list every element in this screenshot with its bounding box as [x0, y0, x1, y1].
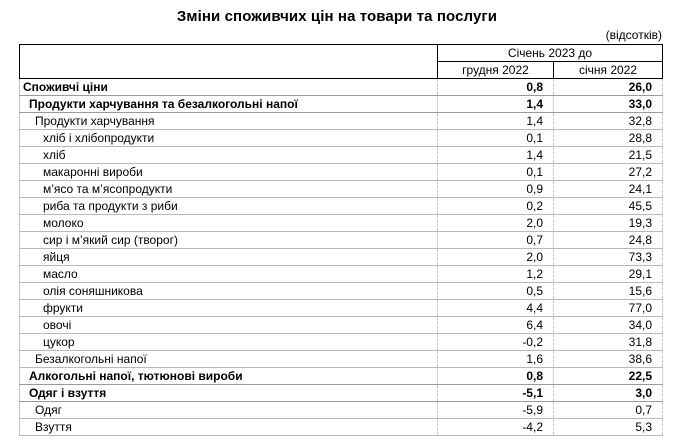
- value-to-jan-2022: 33,0: [554, 96, 663, 113]
- row-label: цукор: [20, 334, 438, 351]
- value-to-jan-2022: 22,5: [554, 368, 663, 385]
- value-to-dec-2022: -5,1: [438, 385, 554, 402]
- row-label: олія соняшникова: [20, 283, 438, 300]
- value-to-jan-2022: 19,3: [554, 215, 663, 232]
- header-col-jan-2022: січня 2022: [554, 62, 663, 79]
- table-row: [20, 96, 663, 113]
- page-title: Зміни споживчих цін на товари та послуги: [176, 8, 498, 25]
- row-label: Одяг: [20, 402, 438, 419]
- price-table-header: [20, 45, 663, 79]
- value-to-jan-2022: 27,2: [554, 164, 663, 181]
- table-row: [20, 368, 663, 385]
- value-to-jan-2022: 29,1: [554, 266, 663, 283]
- table-row: [20, 181, 663, 198]
- row-label: Алкогольні напої, тютюнові вироби: [20, 368, 438, 385]
- row-label: яйця: [20, 249, 438, 266]
- value-to-dec-2022: 2,0: [438, 215, 554, 232]
- row-label: масло: [20, 266, 438, 283]
- value-to-jan-2022: 24,8: [554, 232, 663, 249]
- table-row: [20, 232, 663, 249]
- value-to-jan-2022: 38,6: [554, 351, 663, 368]
- header-col-dec-2022: грудня 2022: [438, 62, 554, 79]
- row-label: молоко: [20, 215, 438, 232]
- value-to-dec-2022: 0,9: [438, 181, 554, 198]
- value-to-dec-2022: 0,1: [438, 130, 554, 147]
- value-to-dec-2022: -5,9: [438, 402, 554, 419]
- value-to-dec-2022: 0,8: [438, 368, 554, 385]
- value-to-dec-2022: -4,2: [438, 419, 554, 436]
- header-group-cell: Січень 2023 до: [438, 45, 663, 62]
- row-label: макаронні вироби: [20, 164, 438, 181]
- units-note: (відсотків): [605, 28, 662, 42]
- table-row: [20, 198, 663, 215]
- row-label: риба та продукти з риби: [20, 198, 438, 215]
- row-label: овочі: [20, 317, 438, 334]
- table-row: [20, 130, 663, 147]
- table-row: [20, 300, 663, 317]
- row-label: Споживчі ціни: [20, 79, 438, 96]
- value-to-dec-2022: 6,4: [438, 317, 554, 334]
- value-to-jan-2022: 34,0: [554, 317, 663, 334]
- value-to-jan-2022: 0,7: [554, 402, 663, 419]
- row-label: Продукти харчування: [20, 113, 438, 130]
- value-to-jan-2022: 5,3: [554, 419, 663, 436]
- row-label: сир і м’який сир (творог): [20, 232, 438, 249]
- value-to-dec-2022: 1,4: [438, 147, 554, 164]
- value-to-jan-2022: 28,8: [554, 130, 663, 147]
- table-row: [20, 283, 663, 300]
- value-to-dec-2022: 0,2: [438, 198, 554, 215]
- value-to-jan-2022: 31,8: [554, 334, 663, 351]
- value-to-dec-2022: 1,6: [438, 351, 554, 368]
- value-to-jan-2022: 3,0: [554, 385, 663, 402]
- table-row: [20, 147, 663, 164]
- table-row: [20, 79, 663, 96]
- price-table-body: [20, 79, 663, 436]
- value-to-dec-2022: 0,8: [438, 79, 554, 96]
- value-to-dec-2022: 1,4: [438, 113, 554, 130]
- table-row: [20, 334, 663, 351]
- value-to-dec-2022: 1,4: [438, 96, 554, 113]
- price-table: [19, 44, 663, 436]
- table-row: [20, 266, 663, 283]
- table-row: [20, 113, 663, 130]
- value-to-dec-2022: -0,2: [438, 334, 554, 351]
- row-label: Безалкогольні напої: [20, 351, 438, 368]
- table-row: [20, 164, 663, 181]
- value-to-dec-2022: 2,0: [438, 249, 554, 266]
- value-to-dec-2022: 0,5: [438, 283, 554, 300]
- table-row: [20, 317, 663, 334]
- value-to-jan-2022: 73,3: [554, 249, 663, 266]
- table-row: [20, 402, 663, 419]
- value-to-dec-2022: 0,7: [438, 232, 554, 249]
- table-row: [20, 215, 663, 232]
- value-to-jan-2022: 21,5: [554, 147, 663, 164]
- row-label: хліб: [20, 147, 438, 164]
- value-to-dec-2022: 4,4: [438, 300, 554, 317]
- value-to-jan-2022: 45,5: [554, 198, 663, 215]
- row-label: Продукти харчування та безалкогольні напої: [20, 96, 438, 113]
- row-label: Взуття: [20, 419, 438, 436]
- row-label: Одяг і взуття: [20, 385, 438, 402]
- table-row: [20, 351, 663, 368]
- value-to-dec-2022: 1,2: [438, 266, 554, 283]
- value-to-dec-2022: 0,1: [438, 164, 554, 181]
- row-label: хліб і хлібопродукти: [20, 130, 438, 147]
- value-to-jan-2022: 77,0: [554, 300, 663, 317]
- value-to-jan-2022: 26,0: [554, 79, 663, 96]
- row-label: м’ясо та м’ясопродукти: [20, 181, 438, 198]
- value-to-jan-2022: 24,1: [554, 181, 663, 198]
- row-label: фрукти: [20, 300, 438, 317]
- value-to-jan-2022: 15,6: [554, 283, 663, 300]
- header-blank-cell: [20, 45, 438, 79]
- value-to-jan-2022: 32,8: [554, 113, 663, 130]
- table-row: [20, 385, 663, 402]
- table-row: [20, 419, 663, 436]
- table-row: [20, 249, 663, 266]
